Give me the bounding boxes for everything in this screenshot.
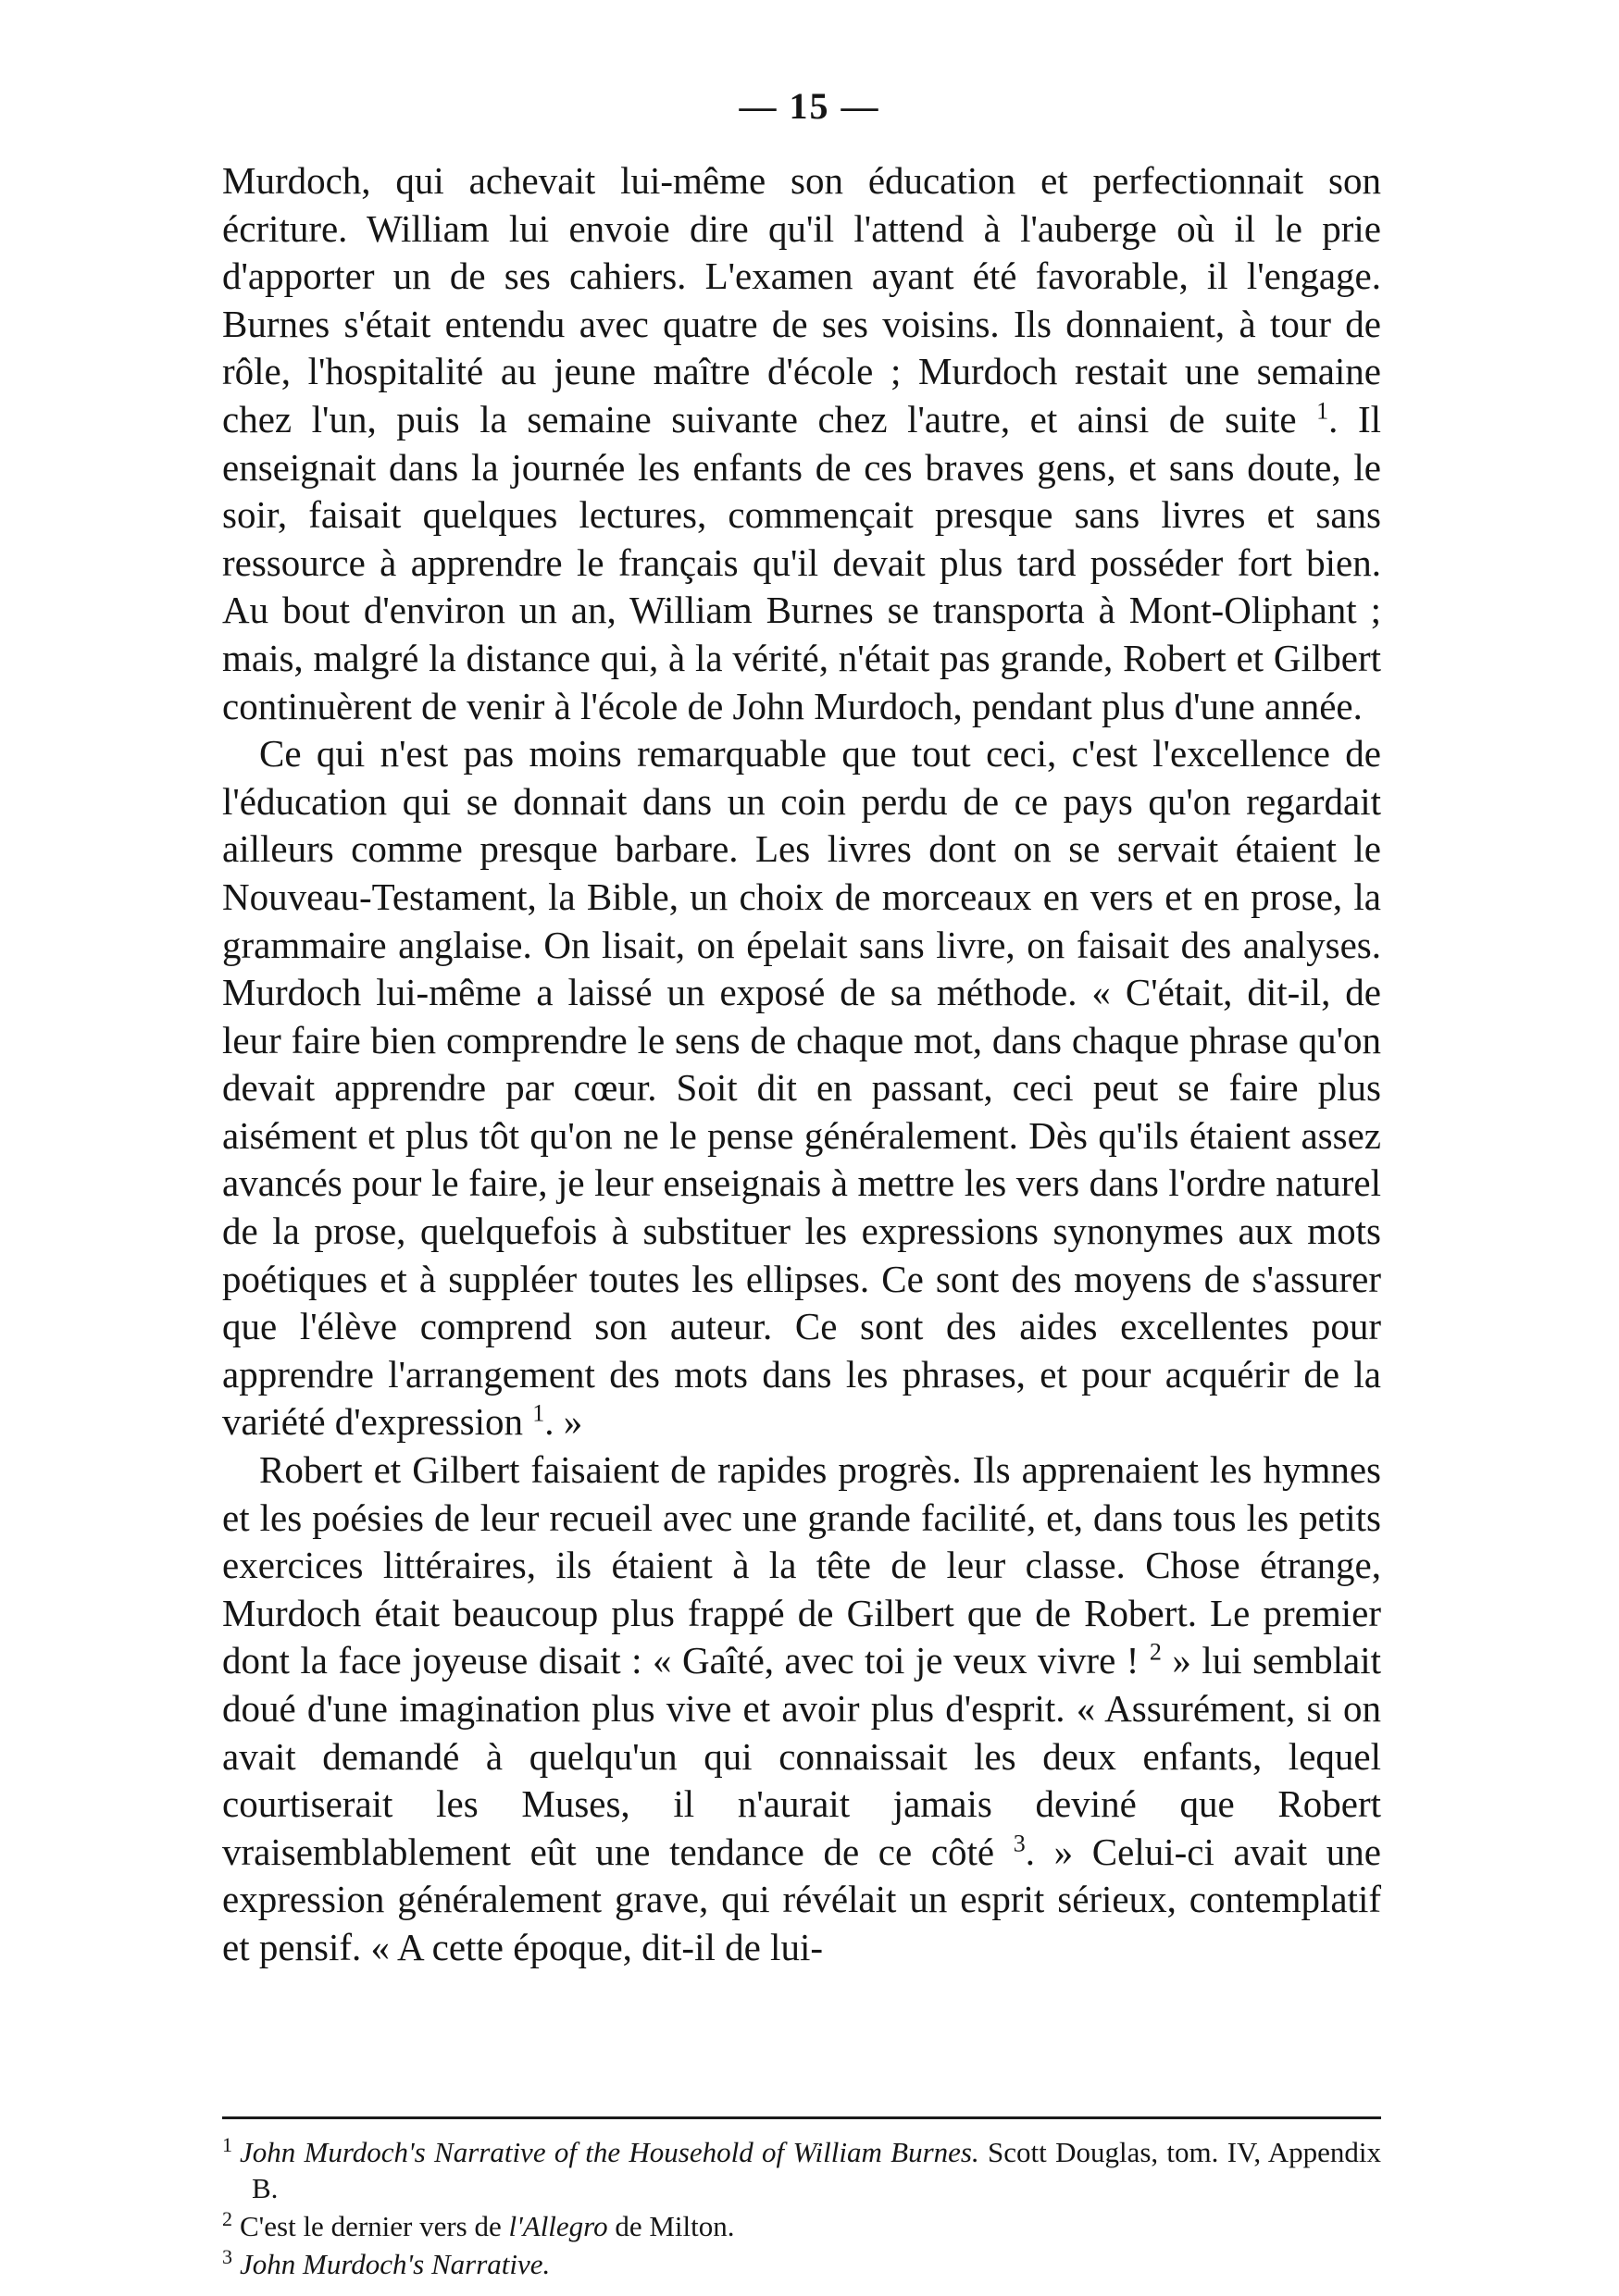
- text-run: . »: [544, 1400, 583, 1444]
- text-run: . » Celui-ci avait une expression généralement grave, qui révélait un esprit sérieux, contemplatif et pensif. « A cette époque, dit-il de lui-: [222, 1830, 1381, 1968]
- footnote-reference: 3: [1013, 1830, 1026, 1857]
- body-text: [222, 157, 1381, 1972]
- paragraph: [222, 157, 1381, 730]
- footnote: [222, 2246, 1381, 2282]
- footnote-reference: 2: [1149, 1638, 1162, 1666]
- text-run: C'est le dernier vers de: [240, 2210, 509, 2242]
- page-number: — 15 —: [739, 85, 880, 127]
- text-run: » lui semblait doué d'une imagination plus vive et avoir plus d'esprit. « Assurément, si on avait demandé à quelqu'un qui connaissait les deux enfants, lequel courtiserait les Muses, il n'aurait jamais deviné que Robert vraisemblablement eût une tendance de ce côté: [222, 1639, 1382, 1873]
- text-run: Murdoch, qui achevait lui-même son éducation et perfectionnait son écriture. William lui envoie dire qu'il l'attend à l'auberge où il le prie d'apporter un de ses cahiers. L'examen ayant été favorable, il l'engage. Burnes s'était entendu avec quatre de ses voisins. Ils donnaient, à tour de rôle, l'hospitalité au jeune maître d'école ; Murdoch restait une semaine chez l'un, puis la semaine suivante chez l'autre, et ainsi de suite: [222, 159, 1381, 441]
- italic-text: John Murdoch's Narrative of the Household of William Burnes.: [240, 2136, 979, 2168]
- paragraph: [222, 1446, 1381, 1972]
- text-run: Ce qui n'est pas moins remarquable que tout ceci, c'est l'excellence de l'éducation qui se donnait dans un coin perdu de ce pays qu'on regardait ailleurs comme presque barbare. Les livres dont on se servait étaient le Nouveau-Testament, la Bible, un choix de morceaux en vers et en prose, la grammaire anglaise. On lisait, on épelait sans livre, on faisait des analyses. Murdoch lui-même a laissé un exposé de sa méthode. « C'était, dit-il, de leur faire bien comprendre le sens de chaque mot, dans chaque phrase qu'on devait apprendre par cœur. Soit dit en passant, ceci peut se faire plus aisément et plus tôt qu'on ne le pense généralement. Dès qu'ils étaient assez avancés pour le faire, je leur enseignais à mettre les vers dans l'ordre naturel de la prose, quelquefois à substituer les expressions synonymes aux mots poétiques et à suppléer toutes les ellipses. Ce sont des moyens de s'assurer que l'élève comprend son auteur. Ce sont des aides excellentes pour apprendre l'arrangement des mots dans les phrases, et pour acquérir de la variété d'expression: [222, 732, 1381, 1444]
- footnote-number: 1: [222, 2132, 232, 2156]
- footnote: [222, 2208, 1381, 2244]
- footnotes: [222, 2134, 1381, 2282]
- paragraph: [222, 730, 1381, 1446]
- footnote: [222, 2134, 1381, 2206]
- text-run: . Il enseignait dans la journée les enfants de ces braves gens, et sans doute, le soir, faisait quelques lectures, commençait presque sans livres et sans ressource à apprendre le français qu'il devait plus tard posséder fort bien. Au bout d'environ un an, William Burnes se transporta à Mont-Oliphant ; mais, malgré la distance qui, à la vérité, n'était pas grande, Robert et Gilbert continuèrent de venir à l'école de John Murdoch, pendant plus d'une année.: [222, 397, 1381, 727]
- text-run: Scott Douglas, tom. IV, Appendix B.: [252, 2136, 1381, 2204]
- footnote-divider: [222, 2116, 1381, 2119]
- text-run: de Milton.: [607, 2210, 735, 2242]
- text-run: Robert et Gilbert faisaient de rapides progrès. Ils apprenaient les hymnes et les poésies de leur recueil avec une grande facilité, et, dans tous les petits exercices littéraires, ils étaient à la tête de leur classe. Chose étrange, Murdoch était beaucoup plus frappé de Gilbert que de Robert. Le premier dont la face joyeuse disait : « Gaîté, avec toi je veux vivre !: [222, 1448, 1381, 1682]
- footnote-number: 3: [222, 2244, 232, 2268]
- footnote-reference: 1: [1316, 397, 1329, 425]
- italic-text: John Murdoch's Narrative.: [240, 2248, 551, 2280]
- italic-text: l'Allegro: [508, 2210, 608, 2242]
- footnote-number: 2: [222, 2206, 232, 2230]
- footnote-reference: 1: [532, 1399, 545, 1427]
